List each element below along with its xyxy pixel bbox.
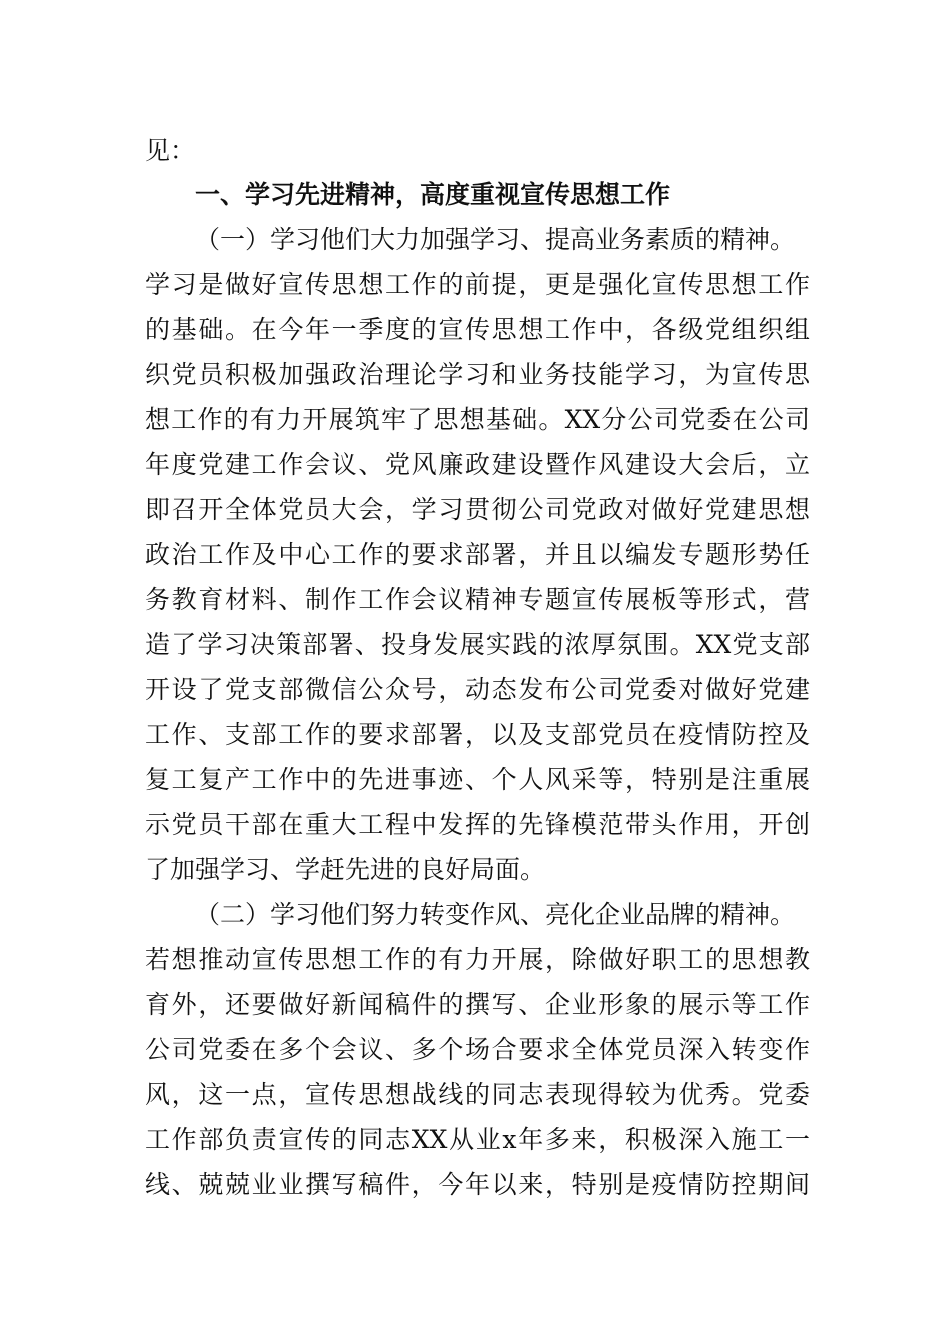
paragraph-line: 织党员积极加强政治理论学习和业务技能学习，为宣传思	[145, 360, 810, 389]
paragraph-line: 开设了党支部微信公众号，动态发布公司党委对做好党建	[145, 675, 810, 704]
paragraph-line: 学习是做好宣传思想工作的前提，更是强化宣传思想工作	[145, 270, 810, 299]
paragraph-line: 若想推动宣传思想工作的有力开展，除做好职工的思想教	[145, 945, 810, 974]
paragraph-line: 工作部负责宣传的同志XX从业x年多来，积极深入施工一	[145, 1125, 810, 1154]
subsection-heading-1: （一）学习他们大力加强学习、提高业务素质的精神。	[195, 225, 796, 254]
paragraph-line: 育外，还要做好新闻稿件的撰写、企业形象的展示等工作	[145, 990, 810, 1019]
paragraph-line: 即召开全体党员大会，学习贯彻公司党政对做好党建思想	[145, 495, 810, 524]
paragraph-line: 公司党委在多个会议、多个场合要求全体党员深入转变作	[145, 1035, 810, 1064]
paragraph-line: 务教育材料、制作工作会议精神专题宣传展板等形式，营	[145, 585, 810, 614]
paragraph-line: 想工作的有力开展筑牢了思想基础。XX分公司党委在公司	[145, 405, 810, 434]
continuation-text: 见：	[145, 136, 196, 165]
paragraph-line: 了加强学习、学赶先进的良好局面。	[145, 855, 546, 884]
paragraph-line: 的基础。在今年一季度的宣传思想工作中，各级党组织组	[145, 315, 810, 344]
paragraph-line: 年度党建工作会议、党风廉政建设暨作风建设大会后，立	[145, 450, 810, 479]
subsection-heading-2: （二）学习他们努力转变作风、亮化企业品牌的精神。	[195, 900, 796, 929]
paragraph-line: 政治工作及中心工作的要求部署，并且以编发专题形势任	[145, 540, 810, 569]
paragraph-line: 示党员干部在重大工程中发挥的先锋模范带头作用，开创	[145, 810, 810, 839]
paragraph-line: 工作、支部工作的要求部署，以及支部党员在疫情防控及	[145, 720, 810, 749]
paragraph-line: 风，这一点，宣传思想战线的同志表现得较为优秀。党委	[145, 1080, 810, 1109]
paragraph-line: 造了学习决策部署、投身发展实践的浓厚氛围。XX党支部	[145, 630, 810, 659]
section-heading-1: 一、学习先进精神，高度重视宣传思想工作	[195, 180, 671, 209]
paragraph-line: 线、兢兢业业撰写稿件，今年以来，特别是疫情防控期间	[145, 1170, 810, 1199]
paragraph-line: 复工复产工作中的先进事迹、个人风采等，特别是注重展	[145, 765, 810, 794]
